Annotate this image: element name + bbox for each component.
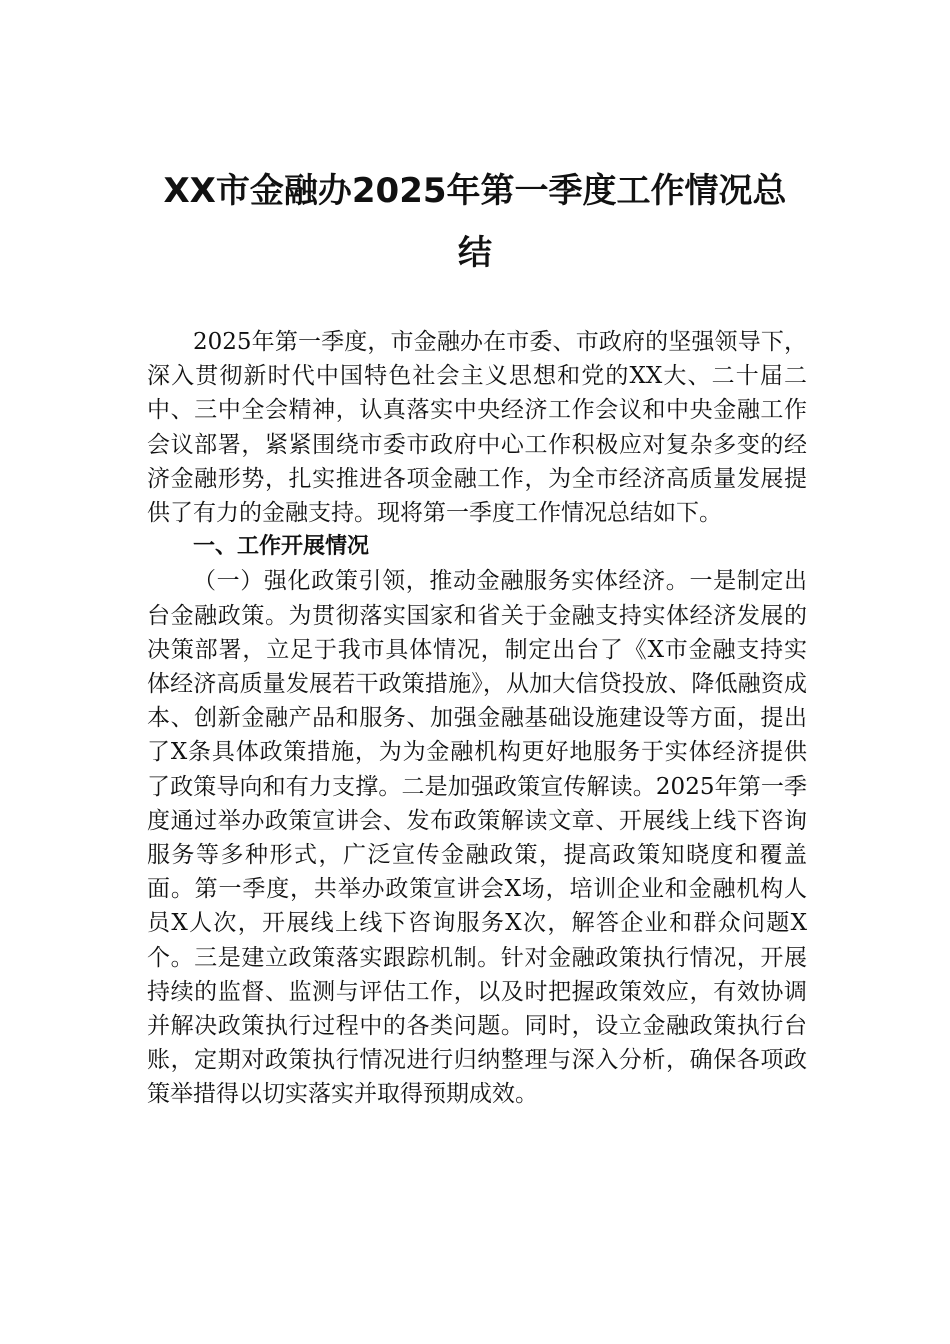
title-line-1: XX市金融办2025年第一季度工作情况总 bbox=[163, 171, 787, 211]
section-1-paragraph-1: （一）强化政策引领，推动金融服务实体经济。一是制定出台金融政策。为贯彻落实国家和省关于金融支持实体经济发展的决策部署，立足于我市具体情况，制定出台了《X市金融支持实体经济高质量发展若干政策措施》，从加大信贷投放、降低融资成本、创新金融产品和服务、加强金融基础设施建设等方面，提出了X条具体政策措施，为为金融机构更好地服务于实体经济提供了政策导向和有力支撑。二是加强政策宣传解读。2025年第一季度通过举办政策宣讲会、发布政策解读文章、开展线上线下咨询服务等多种形式，广泛宣传金融政策，提高政策知晓度和覆盖面。第一季度，共举办政策宣讲会X场，培训企业和金融机构人员X人次，开展线上线下咨询服务X次，解答企业和群众问题X个。三是建立政策落实跟踪机制。针对金融政策执行情况，开展持续的监督、监测与评估工作，以及时把握政策效应，有效协调并解决政策执行过程中的各类问题。同时，设立金融政策执行台账，定期对政策执行情况进行归纳整理与深入分析，确保各项政策举措得以切实落实并取得预期成效。 bbox=[147, 568, 807, 1108]
document-body bbox=[147, 325, 807, 1112]
section-heading-1: 一、工作开展情况 bbox=[193, 534, 370, 560]
title-line-2: 结 bbox=[458, 233, 492, 273]
document-title bbox=[140, 160, 810, 284]
intro-paragraph: 2025年第一季度，市金融办在市委、市政府的坚强领导下，深入贯彻新时代中国特色社会主义思想和党的XX大、二十届二中、三中全会精神，认真落实中央经济工作会议和中央金融工作会议部署，紧紧围绕市委市政府中心工作积极应对复杂多变的经济金融形势，扎实推进各项金融工作，为全市经济高质量发展提供了有力的金融支持。现将第一季度工作情况总结如下。 bbox=[147, 329, 807, 527]
